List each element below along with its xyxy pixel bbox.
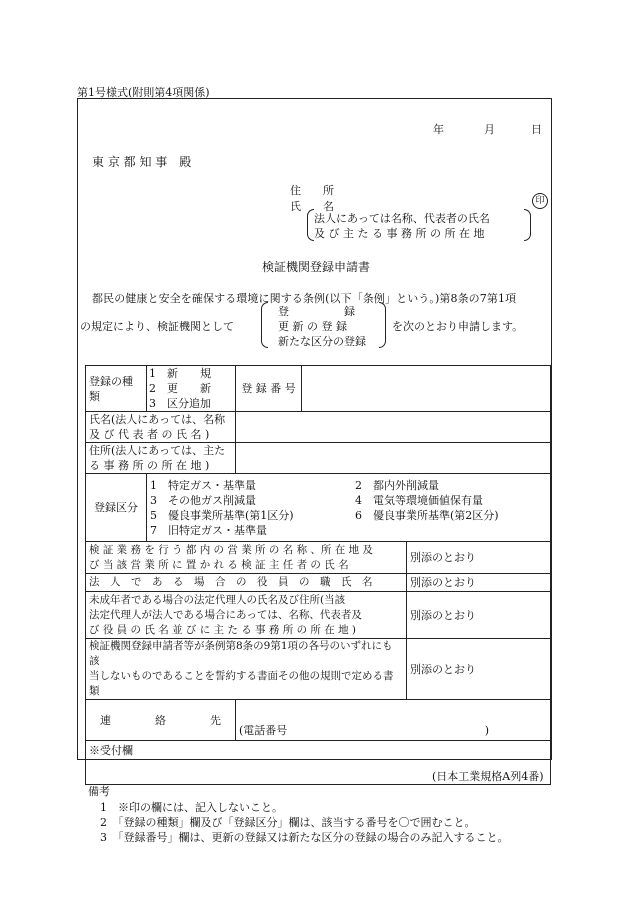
category-options[interactable]: 1 特定ガス・基準量 2 都内外削減量 3 その他ガス削減量 4 電気等環境価値保有量 5 優良事業所基準(第1区分) 6 優良事業所基準(第2区分) 7 旧特定ガス・基準量: [147, 474, 551, 542]
seal-mark: 印: [532, 193, 548, 209]
phone-label: (電話番号: [239, 724, 288, 737]
officer-row-label: 法 人 で あ る 場 合 の 役 員 の 職 氏 名: [86, 574, 407, 592]
bracket-left: [307, 209, 314, 241]
body-prefix: の規定により、検証機関として: [80, 320, 234, 333]
registration-type-options[interactable]: 1 新 規 2 更 新 3 区分追加: [147, 366, 236, 412]
body-suffix: を次のとおり申請します。: [392, 320, 524, 333]
minor-row-label: 未成年者である場合の法定代理人の氏名及び住所(当該 法定代理人が法人である場合にあっては、名称、代表者及 び 役 員 の 氏 名 並 び に 主 た る 事 務 所 の 所 在 地 ): [86, 592, 407, 639]
reception-box: ※受付欄: [86, 741, 551, 785]
note-item-2: 2 「登録の種類」欄及び「登録区分」欄は、該当する番号を〇で囲むこと。: [100, 816, 476, 829]
note-item-1: 1 ※印の欄には、記入しないこと。: [100, 801, 283, 814]
address-field[interactable]: [236, 443, 551, 474]
form-number: 第1号様式(附則第4項関係): [77, 86, 210, 99]
name-row-label: 氏名(法人にあっては、名称 及 び 代 表 者 の 氏 名 ): [86, 412, 236, 443]
minor-value: 別添のとおり: [407, 592, 551, 639]
note-item-3: 3 「登録番号」欄は、更新の登録又は新たな区分の登録の場合のみ記入すること。: [100, 831, 509, 844]
date-month: 月: [484, 123, 495, 136]
date-year: 年: [433, 123, 444, 136]
option-register: 登 録: [278, 305, 355, 318]
applicant-note-line2: 及 び 主 た る 事 務 所 の 所 在 地: [314, 227, 485, 240]
option-renewal: 更 新 の 登 録: [278, 320, 347, 333]
officer-value: 別添のとおり: [407, 574, 551, 592]
date-day: 日: [531, 123, 542, 136]
options-bracket-left: [261, 302, 268, 348]
address-row-label: 住所(法人にあっては、主た る 事 務 所 の 所 在 地 ): [86, 443, 236, 474]
options-bracket-right: [379, 302, 386, 348]
office-row-label: 検 証 業 務 を 行 う 都 内 の 営 業 所 の 名 称 、所 在 地 及 び 当 該 営 業 所 に 置 か れ る 検 証 主 任 者 の 氏 名: [86, 542, 407, 574]
contact-field[interactable]: [236, 700, 551, 741]
registration-number-field[interactable]: [302, 366, 551, 412]
registration-number-label: 登 録 番 号: [236, 366, 302, 412]
phone-close: ): [484, 724, 489, 737]
address-label: 住 所: [290, 184, 334, 197]
body-line1: 都民の健康と安全を確保する環境に関する条例(以下「条例」という。)第8条の7第1項: [92, 292, 517, 305]
addressee: 東 京 都 知 事 殿: [92, 155, 192, 169]
application-table: [85, 365, 551, 785]
oath-row-label: 検証機関登録申請者等が条例第8条の9第1項の各号のいずれにも該 当しないものであることを誓約する書面その他の規則で定める書類: [86, 639, 407, 700]
paper-size: (日本工業規格A列4番): [432, 770, 544, 783]
registration-type-label: 登録の種類: [86, 366, 147, 412]
contact-label: 連 絡 先: [86, 700, 236, 741]
document-title: 検証機関登録申請書: [262, 260, 371, 274]
applicant-note-line1: 法人にあっては名称、代表者の氏名: [314, 212, 490, 225]
notes-heading: 備考: [88, 785, 110, 798]
name-field[interactable]: [236, 412, 551, 443]
option-new-category: 新たな区分の登録: [278, 335, 366, 348]
name-label: 氏 名: [290, 200, 334, 213]
office-value: 別添のとおり: [407, 542, 551, 574]
bracket-right: [524, 209, 531, 241]
oath-value: 別添のとおり: [407, 639, 551, 700]
category-label: 登録区分: [86, 474, 147, 542]
